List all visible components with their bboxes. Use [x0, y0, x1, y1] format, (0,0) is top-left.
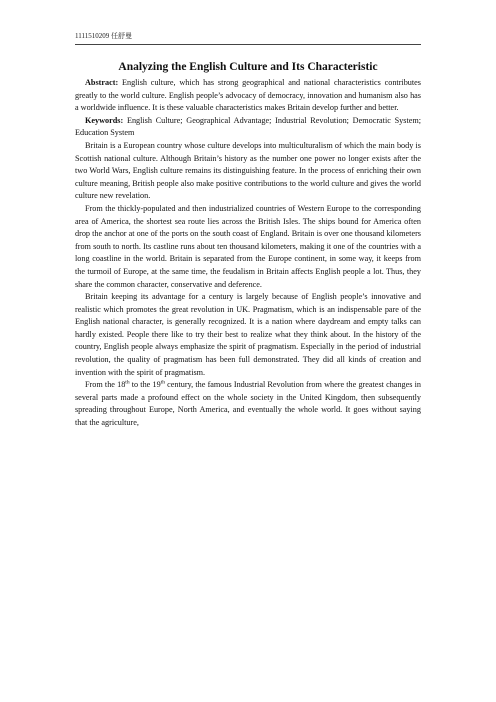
keywords-paragraph	[75, 115, 421, 140]
abstract-text: English culture, which has strong geographical and national characteristics contributes greatly to the world culture. English people’s advocacy of democracy, innovation and humanism also has a worldwide influence. It is these valuable characteristics makes Britain develop further and better.	[75, 78, 421, 113]
document-title: Analyzing the English Culture and Its Characteristic	[118, 61, 378, 73]
page-header: 1111510209 任舒曼	[75, 32, 132, 40]
header-divider	[75, 44, 421, 45]
body-paragraph-last: From the 18th to the 19th century, the famous Industrial Revolution from where the greatest changes in several parts made a profound effect on the whole society in the United Kingdom, then subsequently spreading throughout Europe, North America, and eventually the whole world. It goes without saying that the agriculture,	[75, 379, 421, 428]
document-body	[75, 60, 421, 430]
body-paragraph: Britain is a European country whose culture develops into multiculturalism of which the main body is Scottish national culture. Although Britain’s history as the number one power no longer exists after the two World Wars, English culture remains its distinguishing feature. In the process of enriching their own culture meaning, British people also make positive contributions to the world culture and gives the world culture new revelation.	[75, 140, 421, 201]
body-paragraph: Britain keeping its advantage for a century is largely because of English people’s innovative and realistic which promotes the great revolution in UK. Pragmatism, which is an indispensable pare of the English national character, is generally recognized. It is a nation where daydream and empty talks can hardly existed. People there like to try their best to realize what they think about. In the history of the country, English people always emphasize the spirit of pragmatism. Especially in the period of industrial revolution, the quality of pragmatism has been full demonstrated. They did all kinds of creation and invention with the spirit of pragmatism.	[75, 292, 421, 377]
abstract-paragraph	[75, 77, 421, 115]
keywords-text: English Culture; Geographical Advantage; Industrial Revolution; Democratic System; Education System	[75, 115, 421, 138]
keywords-label: Keywords:	[85, 115, 124, 125]
abstract-label: Abstract:	[85, 78, 119, 87]
body-paragraph: From the thickly-populated and then industrialized countries of Western Europe to the corresponding area of America, the shortest sea route lies across the British Isles. The ships bound for America often drop the anchor at one of the ports on the south coast of England. Britain is over one thousand kilometers from south to north. Its castline runs about ten thousand kilometers, making it one of the countries with a long coastline in the world. Britain is separated from the Europe continent, in some way, it keeps from the turmoil of Europe, at the same time, the feudalism in Britain affects English people a lot. Thus, they share the common character, conservative and deference.	[75, 203, 421, 289]
